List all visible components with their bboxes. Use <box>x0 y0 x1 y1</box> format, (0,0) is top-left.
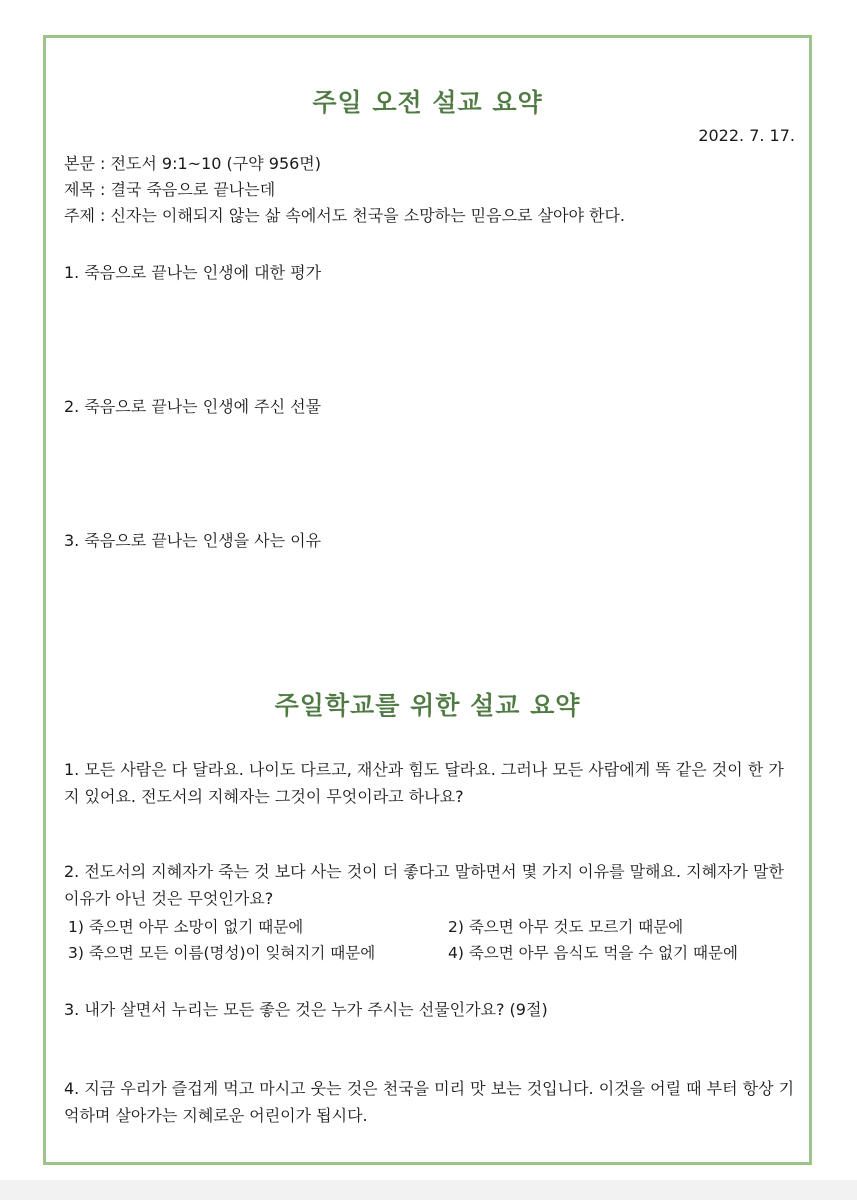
question-1: 1. 모든 사람은 다 달라요. 나이도 다르고, 재산과 힘도 달라요. 그러나 모든 사람에게 똑 같은 것이 한 가지 있어요. 전도서의 지혜자는 그것이 무엇이라고 하나요? <box>64 760 784 806</box>
viewer-bottom-margin <box>0 1180 857 1200</box>
sermon-title: 주일 오전 설교 요약 <box>312 88 543 117</box>
question-2: 2. 전도서의 지혜자가 죽는 것 보다 사는 것이 더 좋다고 말하면서 몇 가지 이유를 말해요. 지혜자가 말한 이유가 아닌 것은 무엇인가요? <box>64 862 784 908</box>
sermon-theme: 주제 : 신자는 이해되지 않는 삶 속에서도 천국을 소망하는 믿음으로 살아야 한다. <box>64 206 626 225</box>
document-page <box>43 35 812 1165</box>
sunday-school-title: 주일학교를 위한 설교 요약 <box>274 691 581 720</box>
option-4: 4) 죽으면 아무 음식도 먹을 수 없기 때문에 <box>448 944 738 962</box>
point-2: 2. 죽음으로 끝나는 인생에 주신 선물 <box>64 397 322 416</box>
option-1: 1) 죽으면 아무 소망이 없기 때문에 <box>68 918 304 936</box>
question-3: 3. 내가 살면서 누리는 모든 좋은 것은 누가 주시는 선물인가요? (9절) <box>64 1000 548 1019</box>
point-3: 3. 죽음으로 끝나는 인생을 사는 이유 <box>64 531 322 550</box>
option-2: 2) 죽으면 아무 것도 모르기 때문에 <box>448 918 684 936</box>
sermon-date: 2022. 7. 17. <box>698 126 795 145</box>
point-1: 1. 죽음으로 끝나는 인생에 대한 평가 <box>64 263 322 282</box>
option-3: 3) 죽으면 모든 이름(명성)이 잊혀지기 때문에 <box>68 944 376 962</box>
question-4: 4. 지금 우리가 즐겁게 먹고 마시고 웃는 것은 천국을 미리 맛 보는 것입니다. 이것을 어릴 때 부터 항상 기억하며 살아가는 지혜로운 어린이가 됩시다. <box>64 1079 795 1125</box>
scripture-text: 본문 : 전도서 9:1~10 (구약 956면) <box>64 154 322 173</box>
sermon-subject: 제목 : 결국 죽음으로 끝나는데 <box>64 180 276 199</box>
